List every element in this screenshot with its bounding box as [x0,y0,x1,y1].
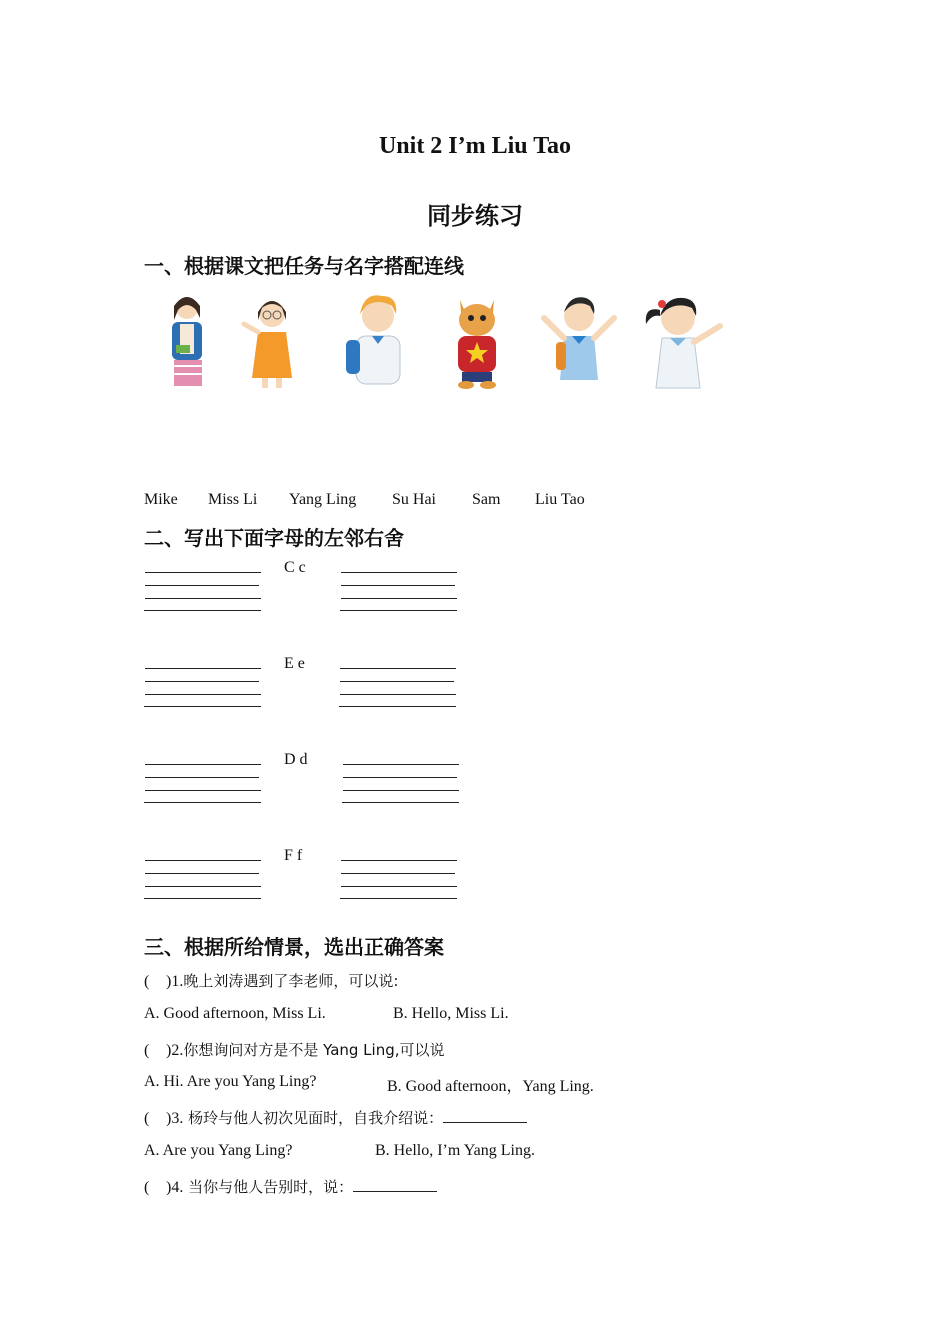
boy-waving-figure [536,290,622,390]
answer-line[interactable] [145,860,261,861]
letter-pair: E e [284,655,305,672]
teacher-figure [160,290,215,390]
answer-line[interactable] [343,764,459,765]
boy-blond-figure [342,290,412,390]
answer-line[interactable] [341,598,457,599]
answer-line[interactable] [145,681,259,682]
question-2: ( )2.你想询问对方是不是 Yang Ling,可以说 [144,1041,445,1059]
answer-line[interactable] [144,802,261,803]
answer-line[interactable] [145,572,261,573]
letter-pair: D d [284,751,308,768]
answer-line[interactable] [340,694,456,695]
answer-line[interactable] [341,585,455,586]
section3-heading: 三、根据所给情景，选出正确答案 [144,935,444,959]
answer-line[interactable] [340,898,457,899]
section2-heading: 二、写出下面字母的左邻右舍 [144,526,404,550]
answer-line[interactable] [145,694,261,695]
answer-blank[interactable] [353,1177,437,1192]
girl-glasses-figure [238,290,304,390]
answer-line[interactable] [144,898,261,899]
answer-line[interactable] [340,610,457,611]
answer-line[interactable] [341,572,457,573]
name-mike: Mike [144,491,178,508]
answer-line[interactable] [145,873,259,874]
answer-line[interactable] [341,860,457,861]
cat-figure [438,290,516,390]
page-subtitle: 同步练习 [427,202,523,230]
answer-line[interactable] [341,886,457,887]
page-title: Unit 2 I’m Liu Tao [378,133,572,159]
answer-paren[interactable]: ( [144,1042,150,1059]
option-a: A. Hi. Are you Yang Ling? [144,1073,317,1090]
answer-line[interactable] [144,706,261,707]
question-4: ( )4. 当你与他人告别时，说： [144,1176,437,1197]
section1-heading: 一、根据课文把任务与名字搭配连线 [144,254,464,278]
letter-pair: F f [284,847,303,864]
answer-line[interactable] [339,706,456,707]
answer-line[interactable] [145,886,261,887]
option-a: A. Are you Yang Ling? [144,1142,293,1159]
answer-line[interactable] [343,777,457,778]
answer-paren[interactable]: ( [144,1179,150,1196]
name-miss-li: Miss Li [208,491,258,508]
answer-line[interactable] [145,790,261,791]
name-su-hai: Su Hai [392,491,436,508]
answer-line[interactable] [342,802,459,803]
answer-line[interactable] [343,790,459,791]
answer-line[interactable] [340,668,456,669]
answer-line[interactable] [340,681,454,682]
answer-paren[interactable]: ( [144,973,150,990]
option-b: B. Hello, Miss Li. [393,1005,509,1022]
answer-paren[interactable]: ( [144,1110,150,1127]
answer-line[interactable] [341,873,455,874]
option-b: B. Hello, I’m Yang Ling. [375,1142,535,1159]
answer-line[interactable] [145,585,259,586]
option-a: A. Good afternoon, Miss Li. [144,1005,326,1022]
name-sam: Sam [472,491,501,508]
question-3: ( )3. 杨玲与他人初次见面时，自我介绍说： [144,1107,527,1128]
answer-line[interactable] [145,777,259,778]
answer-line[interactable] [145,668,261,669]
option-b: B. Good afternoon，Yang Ling. [387,1078,594,1095]
name-liu-tao: Liu Tao [535,491,585,508]
answer-blank[interactable] [443,1108,527,1123]
letter-pair: C c [284,559,306,576]
question-1: ( )1.晚上刘涛遇到了李老师，可以说: [144,972,399,990]
name-yang-ling: Yang Ling [289,491,357,508]
answer-line[interactable] [144,610,261,611]
answer-line[interactable] [145,598,261,599]
answer-line[interactable] [145,764,261,765]
girl-ponytail-figure [640,290,730,390]
